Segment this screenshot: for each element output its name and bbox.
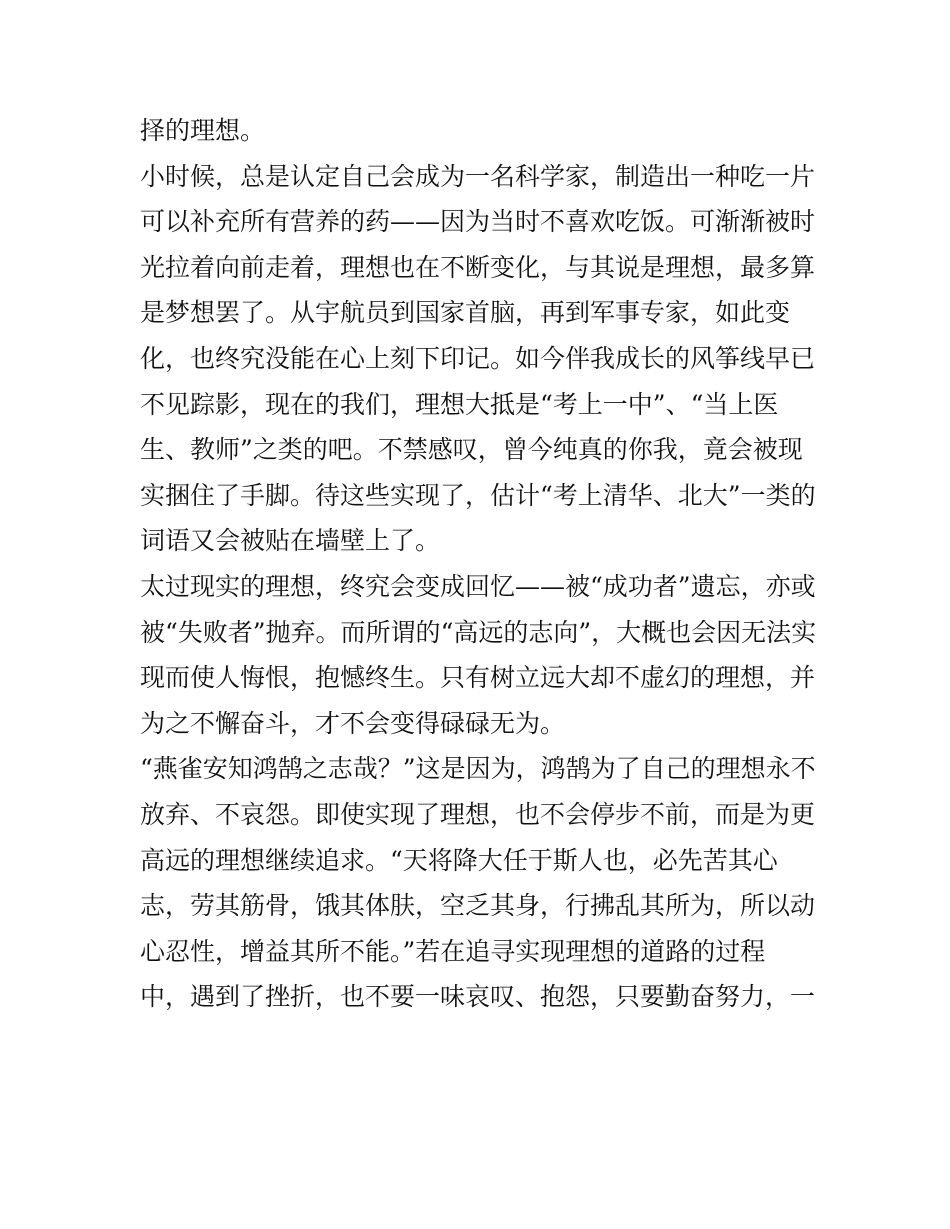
text-line: 择的理想。 — [140, 116, 266, 145]
text-line: 为之不懈奋斗，才不会变得碌碌无为。 — [140, 708, 566, 738]
text-line: 心忍性，增益其所不能。”若在追寻实现理想的道路的过程 — [140, 936, 766, 966]
text-line: “燕雀安知鸿鹄之志哉？”这是因为，鸿鹄为了自己的理想永不 — [140, 754, 816, 784]
text-line: 高远的理想继续追求。“天将降大任于斯人也，必先苦其心 — [140, 845, 778, 875]
text-line: 可以补充所有营养的药——因为当时不喜欢吃饭。可渐渐被时 — [140, 207, 816, 237]
text-line: 放弃、不哀怨。即使实现了理想，也不会停步不前，而是为更 — [140, 799, 816, 829]
text-line: 词语又会被贴在墙壁上了。 — [140, 526, 441, 556]
text-line: 光拉着向前走着，理想也在不断变化，与其说是理想，最多算 — [140, 252, 816, 282]
text-line: 实捆住了手脚。待这些实现了，估计“考上清华、北大”一类的 — [140, 480, 816, 510]
text-line: 志，劳其筋骨，饿其体肤，空乏其身，行拂乱其所为，所以动 — [140, 891, 816, 921]
text-line: 小时候，总是认定自己会成为一名科学家，制造出一种吃一片 — [140, 161, 816, 191]
text-line: 不见踪影，现在的我们，理想大抵是“考上一中”、“当上医 — [140, 389, 779, 419]
essay-body — [140, 108, 820, 1020]
text-line: 生、教师”之类的吧。不禁感叹，曾今纯真的你我，竟会被现 — [140, 435, 803, 465]
text-line: 中，遇到了挫折，也不要一味哀叹、抱怨，只要勤奋努力，一 — [140, 982, 816, 1012]
text-line: 是梦想罢了。从宇航员到国家首脑，再到军事专家，如此变 — [140, 298, 791, 328]
text-line: 被“失败者”抛弃。而所谓的“高远的志向”，大概也会因无法实 — [140, 617, 817, 647]
text-line: 化，也终究没能在心上刻下印记。如今伴我成长的风筝线早已 — [140, 343, 816, 373]
text-line: 现而使人悔恨，抱憾终生。只有树立远大却不虚幻的理想，并 — [140, 663, 816, 693]
text-line: 太过现实的理想，终究会变成回忆——被“成功者”遗忘，亦或 — [140, 571, 816, 601]
